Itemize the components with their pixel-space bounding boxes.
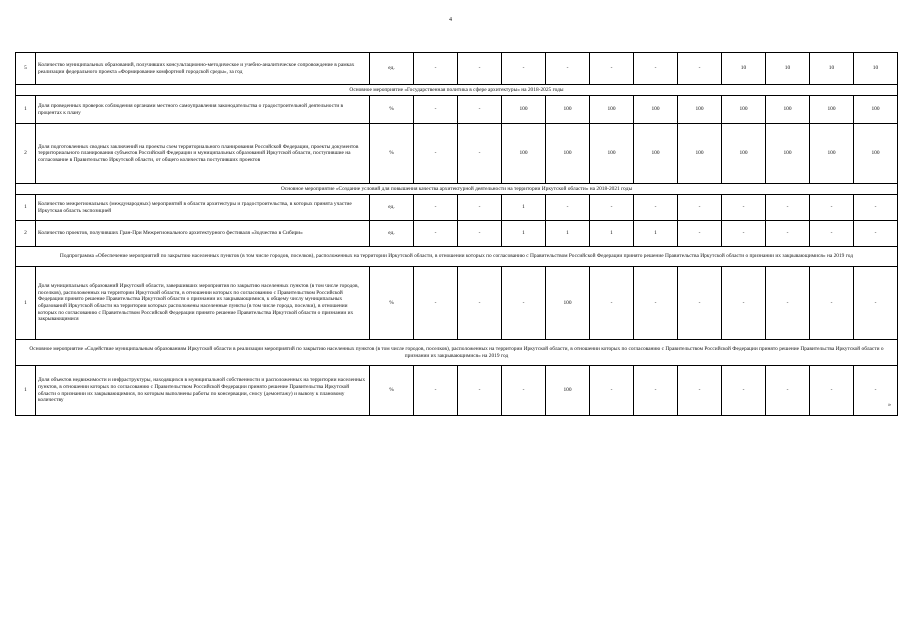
value-cell: 100: [546, 96, 590, 124]
value-cell: -: [546, 195, 590, 221]
value-cell: -: [414, 267, 458, 340]
value-cell: -: [678, 195, 722, 221]
value-cell: 100: [546, 267, 590, 340]
value-cell: -: [766, 267, 810, 340]
section-title: Подпрограмма «Обеспечение мероприятий по закрытию населенных пунктов (в том числе городов, поселков), расположенных на территории Иркутской области, в отношении которых по согласованию с Правительством Российской Федерации принято решение Правительства Иркутской области о признании их закрывающимися» на 2019 год: [16, 247, 898, 267]
indicator-description: Доля подготовленных сводных заключений на проекты схем территориального планирования Российской Федерации, проекты документов территориального планирования субъектов Российской Федерации и муниципальных образований Иркутской области, поступившие на согласование в Правительство Иркутской области, от общего количества поступивших проектов: [36, 124, 370, 184]
value-cell: -: [678, 267, 722, 340]
unit-cell: %: [370, 366, 414, 416]
page-number: 4: [449, 17, 452, 23]
section-header-row: [16, 85, 898, 96]
value-cell: 100: [678, 96, 722, 124]
value-cell: -: [502, 53, 546, 85]
value-cell: -: [854, 267, 898, 340]
value-cell: 100: [546, 124, 590, 184]
section-header-row: [16, 184, 898, 195]
value-cell: -: [634, 53, 678, 85]
value-cell: -: [678, 221, 722, 247]
value-cell: -: [810, 267, 854, 340]
value-cell: -: [502, 267, 546, 340]
value-cell: -: [414, 53, 458, 85]
value-cell: -: [810, 195, 854, 221]
value-cell: 100: [590, 96, 634, 124]
value-cell: -: [722, 366, 766, 416]
value-cell: 100: [854, 96, 898, 124]
value-cell: -: [678, 366, 722, 416]
value-cell: -: [414, 96, 458, 124]
value-cell: -: [414, 221, 458, 247]
unit-cell: %: [370, 96, 414, 124]
value-cell: 100: [810, 96, 854, 124]
row-number: 1: [16, 267, 36, 340]
value-cell: -: [590, 195, 634, 221]
value-cell: -: [590, 53, 634, 85]
unit-cell: ед.: [370, 195, 414, 221]
value-cell: 10: [854, 53, 898, 85]
section-header-row: [16, 340, 898, 366]
value-cell: -: [458, 267, 502, 340]
indicator-description: Количество межрегиональных (международных) мероприятий в области архитектуры и градостроительства, в которых принята участие Иркутская область экспозицией: [36, 195, 370, 221]
unit-cell: %: [370, 124, 414, 184]
value-cell: -: [810, 366, 854, 416]
value-cell: -: [458, 53, 502, 85]
value-cell: -: [634, 195, 678, 221]
value-cell: -: [854, 195, 898, 221]
value-cell: -: [546, 53, 590, 85]
unit-cell: %: [370, 267, 414, 340]
value-cell: -: [766, 195, 810, 221]
value-cell: 100: [854, 124, 898, 184]
value-cell: 100: [722, 124, 766, 184]
value-cell: -: [634, 267, 678, 340]
section-header-row: [16, 247, 898, 267]
value-cell: -: [810, 221, 854, 247]
indicators-table: [15, 52, 898, 416]
table-row: [16, 267, 898, 340]
table-row: [16, 366, 898, 416]
value-cell: -: [722, 221, 766, 247]
row-number: 1: [16, 96, 36, 124]
value-cell: 1: [546, 221, 590, 247]
value-cell: 1: [502, 195, 546, 221]
value-cell: 10: [722, 53, 766, 85]
value-cell: -: [854, 366, 898, 416]
value-cell: 100: [590, 124, 634, 184]
row-number: 1: [16, 195, 36, 221]
section-title: Основное мероприятие «Содействие муниципальным образованиям Иркутской области в реализации мероприятий по закрытию населенных пунктов (в том числе городов, поселков), расположенных на территории Иркутской области, в отношении которых по согласованию с Правительством Российской Федерации принято решение Правительства Иркутской области о признании их закрывающимися» на 2019 год: [16, 340, 898, 366]
value-cell: 100: [502, 124, 546, 184]
value-cell: 100: [766, 124, 810, 184]
value-cell: 100: [810, 124, 854, 184]
indicator-description: Количество проектов, получивших Гран-При Межрегионального архитектурного фестиваля «Зодчество в Сибири»: [36, 221, 370, 247]
value-cell: -: [634, 366, 678, 416]
value-cell: 100: [678, 124, 722, 184]
value-cell: -: [458, 124, 502, 184]
section-title: Основное мероприятие «Создание условий для повышения качества архитектурной деятельности на территории Иркутской области» на 2018-2021 годы: [16, 184, 898, 195]
unit-cell: ед.: [370, 53, 414, 85]
end-quote-mark: »: [888, 402, 891, 408]
row-number: 2: [16, 124, 36, 184]
value-cell: -: [414, 366, 458, 416]
value-cell: 100: [634, 96, 678, 124]
indicator-description: Количество муниципальных образований, получивших консультационно-методическое и учебно-аналитическое сопровождение в рамках реализации федерального проекта «Формирование комфортной городской среды», за год: [36, 53, 370, 85]
table-row: [16, 53, 898, 85]
value-cell: 100: [634, 124, 678, 184]
value-cell: 10: [766, 53, 810, 85]
table-row: [16, 195, 898, 221]
value-cell: -: [766, 221, 810, 247]
table-row: [16, 221, 898, 247]
row-number: 1: [16, 366, 36, 416]
table-row: [16, 124, 898, 184]
indicator-description: Доля муниципальных образований Иркутской области, завершивших мероприятия по закрытию населенных пунктов (в том числе городов, поселков), расположенных на территории Иркутской области, в отношении которых по согласованию с Правительством Российской Федерации принято решение Правительства Иркутской области о признании их закрывающимися, к общему числу муниципальных образований Иркутской области на территории которых расположены населенные пункты (в том числе города, поселки), в отношении которых по согласованию с Правительством Российской Федерации принято решение Правительства Иркутской области о признании их закрывающимися: [36, 267, 370, 340]
value-cell: 100: [766, 96, 810, 124]
value-cell: -: [458, 366, 502, 416]
value-cell: -: [590, 366, 634, 416]
value-cell: -: [854, 221, 898, 247]
value-cell: 100: [502, 96, 546, 124]
value-cell: -: [414, 195, 458, 221]
unit-cell: ед.: [370, 221, 414, 247]
value-cell: -: [766, 366, 810, 416]
value-cell: -: [722, 195, 766, 221]
value-cell: 100: [546, 366, 590, 416]
value-cell: -: [678, 53, 722, 85]
indicator-description: Доля проведенных проверок соблюдения органами местного самоуправления законодательства о градостроительной деятельности в процентах к плану: [36, 96, 370, 124]
value-cell: -: [458, 221, 502, 247]
value-cell: 1: [590, 221, 634, 247]
value-cell: 1: [502, 221, 546, 247]
value-cell: -: [502, 366, 546, 416]
table-row: [16, 96, 898, 124]
value-cell: -: [414, 124, 458, 184]
value-cell: -: [458, 195, 502, 221]
value-cell: 100: [722, 96, 766, 124]
row-number: 2: [16, 221, 36, 247]
value-cell: -: [458, 96, 502, 124]
value-cell: 1: [634, 221, 678, 247]
indicator-description: Доля объектов недвижимости и инфраструктуры, находящихся в муниципальной собственности и расположенных на территории населенных пунктов, в отношении которых по согласованию с Правительством Российской Федерации принято решение Правительства Иркутской области о признании их закрывающимися, по которым выполнены работы по консервации, сносу (демонтажу) и вывозу к плановому количеству: [36, 366, 370, 416]
value-cell: -: [722, 267, 766, 340]
value-cell: 10: [810, 53, 854, 85]
value-cell: -: [590, 267, 634, 340]
section-title: Основное мероприятие «Государственная политика в сфере архитектуры» на 2018-2025 годы: [16, 85, 898, 96]
row-number: 5: [16, 53, 36, 85]
